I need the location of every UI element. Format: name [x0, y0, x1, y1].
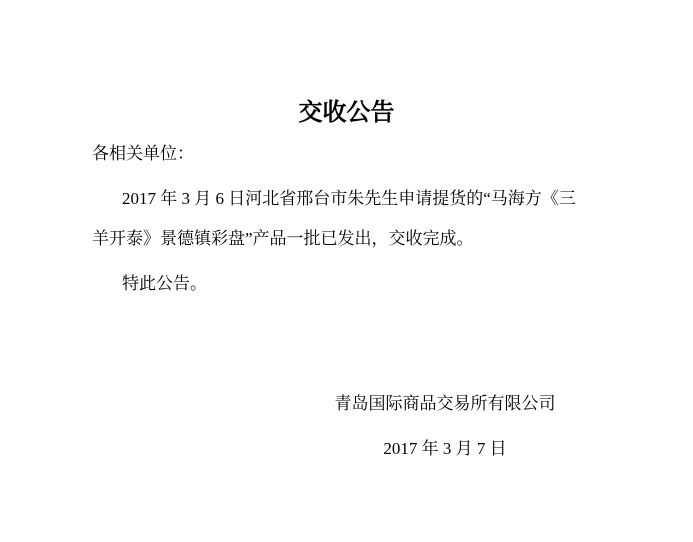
- body-paragraph-line-1: 2017 年 3 月 6 日河北省邢台市朱先生申请提货的“马海方《三: [122, 189, 576, 208]
- body-paragraph-line-2: 羊开泰》景德镇彩盘”产品一批已发出，交收完成。: [92, 229, 474, 248]
- salutation-line: 各相关单位：: [92, 144, 194, 163]
- closing-line: 特此公告。: [122, 274, 207, 293]
- signature-date: 2017 年 3 月 7 日: [383, 439, 507, 458]
- document-title: 交收公告: [298, 100, 395, 126]
- signature-company-name: 青岛国际商品交易所有限公司: [334, 394, 556, 413]
